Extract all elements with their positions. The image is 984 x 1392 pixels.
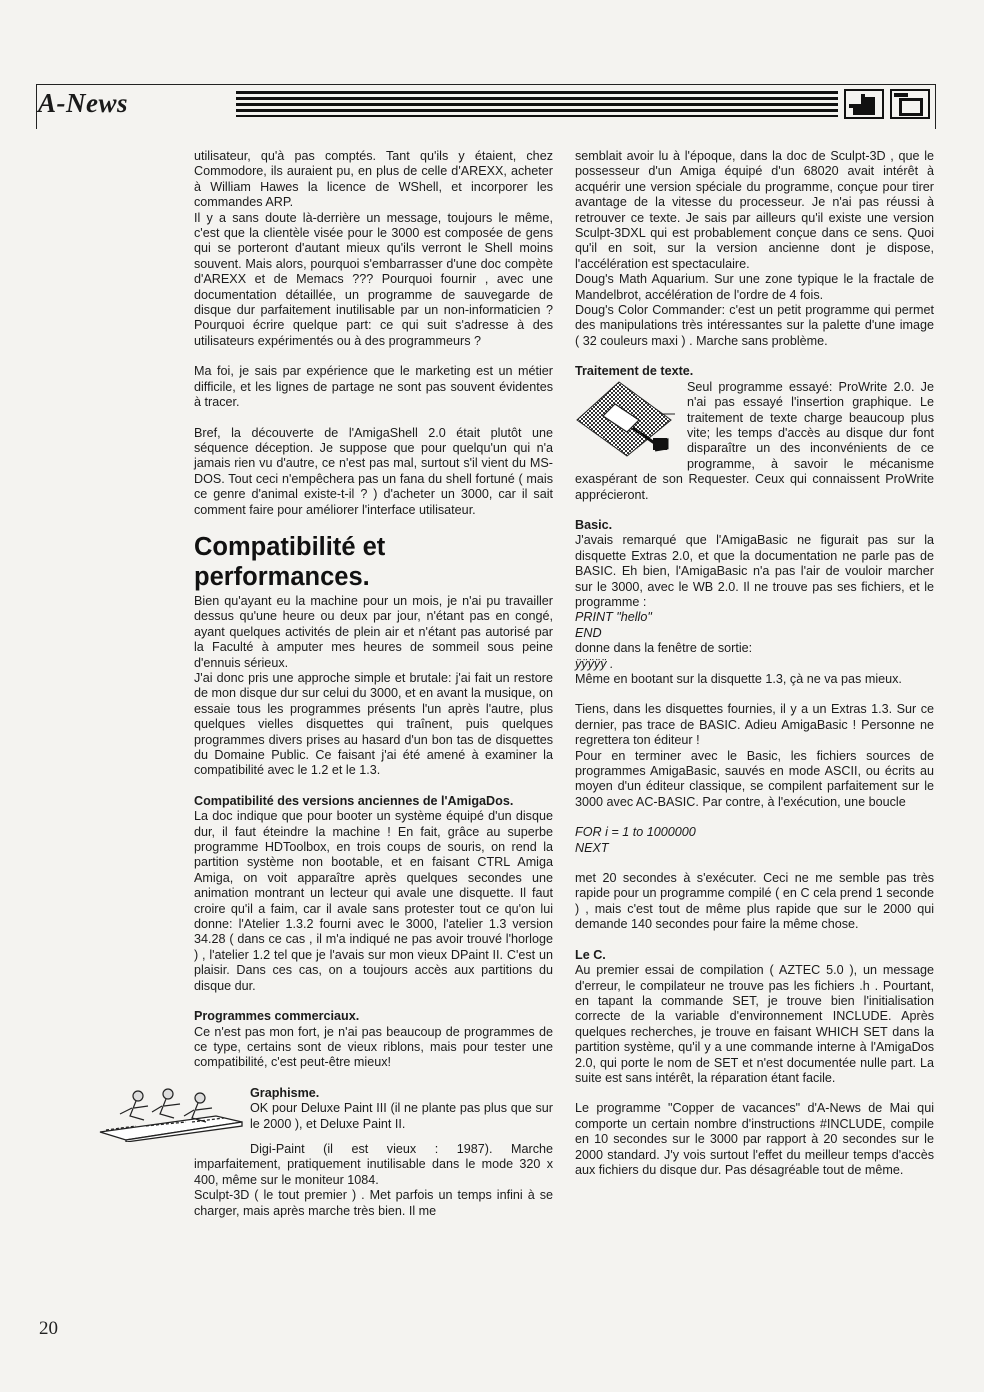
paragraph: Au premier essai de compilation ( AZTEC 5.0 ), un message d'erreur, le compilateur ne trouve pas les fichiers .h . Pourtant, en tapant la commande SET, je trouve bien l'initialisation correcte de la variable d'environnement INCLUDE. Après quelques recherches, je trouve en faisant WHICH SET dans la partition système, qu'il y a une commande interne à l'AmigaDos 2.0, qui porte le nom de SET et n'est documentée nulle part. La suite est sans intérêt, la réparation étant facile.: [575, 963, 934, 1085]
left-column: [194, 149, 553, 1219]
paragraph: J'ai donc pris une approche simple et brutale: j'ai fait un restore de mon disque dur sur celui du 3000, et en avant la musique, on essaie tous les programmes présents l'un après l'autre, plus quelques vielles disquettes qui traînent, puis quelques programmes divers prises au hasard d'un bon tas de disquettes du Domaine Public. Ce faisant j'ai été amené à examiner la compatibilité avec le 1.2 et le 1.3.: [194, 670, 553, 778]
paragraph: J'avais remarqué que l'AmigaBasic ne figurait pas sur la disquette Extras 2.0, et que la documentation ne parle pas de BASIC. Eh bien, l'AmigaBasic n'a pas l'air de vouloir marcher sur le 3000, avec le WB 2.0. Il ne trouve pas ses fichiers, et le programme :: [575, 533, 934, 609]
paragraph: Ma foi, je sais par expérience que le marketing est un métier difficile, et les lignes de partage ne sont pas souvent évidentes à tracer.: [194, 364, 553, 410]
paragraph: donne dans la fenêtre de sortie:: [575, 641, 753, 656]
code-line: NEXT: [575, 840, 609, 855]
subheading: Basic.: [575, 517, 613, 532]
subheading: Programmes commerciaux.: [194, 1009, 360, 1024]
subheading: Compatibilité des versions anciennes de l'AmigaDos.: [194, 793, 514, 808]
page-number: 20: [39, 1318, 58, 1339]
subheading: Le C.: [575, 947, 606, 962]
paragraph: Même en bootant sur la disquette 1.3, çà ne va pas mieux.: [575, 672, 902, 686]
code-line: END: [575, 625, 602, 640]
paragraph: Doug's Math Aquarium. Sur une zone typique le la fractale de Mandelbrot, accélération de l'ordre de 4 fois.: [575, 272, 934, 302]
disk-illustration-icon: [575, 380, 683, 458]
paragraph: Bien qu'ayant eu la machine pour un mois, je n'ai pu travailler dessus qu'une heure ou deux par jour, n'étant pas en congé, ayant quelques activités de plein air et n'étant pas autorisé par la Faculté à amputer mes heures de sommeil sous peine d'ennuis sérieux.: [194, 593, 553, 670]
paragraph: semblait avoir lu à l'époque, dans la doc de Sculpt-3D , que le possesseur d'un Amiga équipé d'un 68020 avait intérêt à acquérir une version spéciale du programme, conçue pour tirer avantage de la vitesse du processeur. Je n'ai pas réussi à retrouver ce texte. Je sais par ailleurs qu'il existe une version Sculpt-3DXL qui est probablement conçue dans ce sens. Quoi qu'il en soit, sur la version ancienne dont je dispose, l'accélération est spectaculaire.: [575, 149, 934, 271]
right-column: [575, 149, 934, 1178]
paragraph: OK pour Deluxe Paint III (il ne plante pas plus que sur le 2000 ), et Deluxe Paint II.: [250, 1101, 553, 1131]
code-line: FOR i = 1 to 1000000: [575, 825, 696, 840]
code-line: ÿÿÿÿÿ .: [575, 656, 614, 671]
paragraph: Ce n'est pas mon fort, je n'ai pas beaucoup de programmes de ce type, certains sont de vieux riblons, mais pour tester une compatibilité, c'est peut-être mieux!: [194, 1024, 553, 1070]
subheading: Graphisme.: [250, 1085, 320, 1100]
painters-illustration-icon: [96, 1086, 246, 1142]
paragraph: Seul programme essayé: ProWrite 2.0. Je n'ai pas essayé l'insertion graphique. Le traitement de texte charge beaucoup plus vite; les temps d'accès au disque dur font disparaître un des inconvénients de ce programme, à savoir le mécanisme exaspérant de son Requester. Ceux qui connaissent ProWrite apprécieront.: [575, 379, 934, 502]
paragraph: La doc indique que pour booter un système équipé d'un disque dur, il faut éteindre la machine ! En fait, grâce au superbe programme HDToolbox, en trois coups de souris, on rend la partition système non bootable, et en faisant CTRL Amiga Amiga, on voit apparaître après quelques secondes une animation montrant un lecteur qui avale une disquette. Il faut croire qu'il a faim, car il avale sans protester tout ce qu'on lui donne: l'Atelier 1.3.2 fourni avec le 3000, l'atelier 1.3 version 34.28 ( dans ce cas , il m'a indiqué ne pas avoir trouvé l'horloge ) , l'atelier 1.2 tel que je l'avais sur mon vieux DPaint II. C'est un plaisir. Dans ces cas, on a toujours accès aux partitions du disque dur.: [194, 809, 553, 993]
paragraph: Tiens, dans les disquettes fournies, il y a un Extras 1.3. Sur ce dernier, pas trace de BASIC. Adieu AmigaBasic ! Personne ne regrettera ton éditeur !: [575, 702, 934, 748]
paragraph: Pour en terminer avec le Basic, les fichiers sources de programmes AmigaBasic, sauvés en mode ASCII, ou écrits au moyen d'un éditeur classique, se compilent parfaitement sur le 3000 avec AC-BASIC. Par contre, à l'exécution, une boucle: [575, 748, 934, 809]
paragraph: Le programme "Copper de vacances" d'A-News de Mai qui comporte un certain nombre d'instructions #INCLUDE, compile en 10 secondes sur le 3000 par rapport à 20 secondes sur le 2000 standard. J'y vois surtout l'effet du meilleur temps d'accès aux fichiers du disque dur. Pas désagréable tout de même.: [575, 1101, 934, 1177]
graphics-section: [194, 1086, 553, 1132]
subheading: Traitement de texte.: [575, 364, 694, 379]
section-heading: Compatibilité et performances.: [194, 532, 386, 591]
paragraph: Digi-Paint (il est vieux : 1987). Marche imparfaitement, pratiquement inutilisable dans le mode 320 x 400, même sur le moniteur 1084.: [194, 1141, 553, 1187]
paragraph: Sculpt-3D ( le tout premier ) . Met parfois un temps infini à se charger, mais après marche très bien. Il me: [194, 1188, 553, 1218]
paragraph: Il y a sans doute là-derrière un message, toujours le même, c'est que la clientèle visée pour le 3000 est composée de gens qui se porteront d'autant mieux qu'ils verront le Shell moins souvent. Mais alors, pourquoi s'embarrasser d'une doc compète d'AREXX et de Memacs ??? Pourquoi fournir , avec une documentation détaillée, un programme de sauvegarde de disque dur parfaitement inutilisable par un non-informaticien ? Pourquoi écrire quelque part: ce qui suit s'adresse à des utilisateurs expérimentés ou à des programmeurs ?: [194, 210, 553, 348]
paragraph: Bref, la découverte de l'AmigaShell 2.0 était plutôt une séquence déception. Je suppose que pour quelqu'un qui n'a jamais rien vu d'autre, ce n'est pas mal, surtout s'il vient du MS-DOS. Tout ceci n'empêchera pas un fana du shell fortuné ( mais ce genre d'animal existe-t-il ? ) d'acheter un 3000, car il sait comment faire pour améliorer l'interface utilisateur.: [194, 425, 553, 517]
header-rule: [236, 91, 838, 117]
magazine-title: A-News: [38, 88, 128, 118]
amiga-logo-icon: [844, 89, 934, 121]
paragraph: met 20 secondes à s'exécuter. Ceci ne me semble pas très rapide pour un programme compilé ( en C cela prend 1 seconde ) , mais c'est tout de même plus rapide que sur le 2000 qui demande 140 secondes pour faire la même chose.: [575, 871, 934, 932]
paragraph: utilisateur, qu'à pas comptés. Tant qu'ils y étaient, chez Commodore, ils auraient pu, en plus de celle d'AREXX, acheter à William Hawes la licence de WShell, et incorporer les commandes ARP.: [194, 149, 553, 210]
code-line: PRINT "hello": [575, 610, 652, 625]
paragraph: Doug's Color Commander: c'est un petit programme qui permet des manipulations très intéressantes sur la palette d'une image ( 32 couleurs maxi ) . Marche sans problème.: [575, 303, 934, 348]
